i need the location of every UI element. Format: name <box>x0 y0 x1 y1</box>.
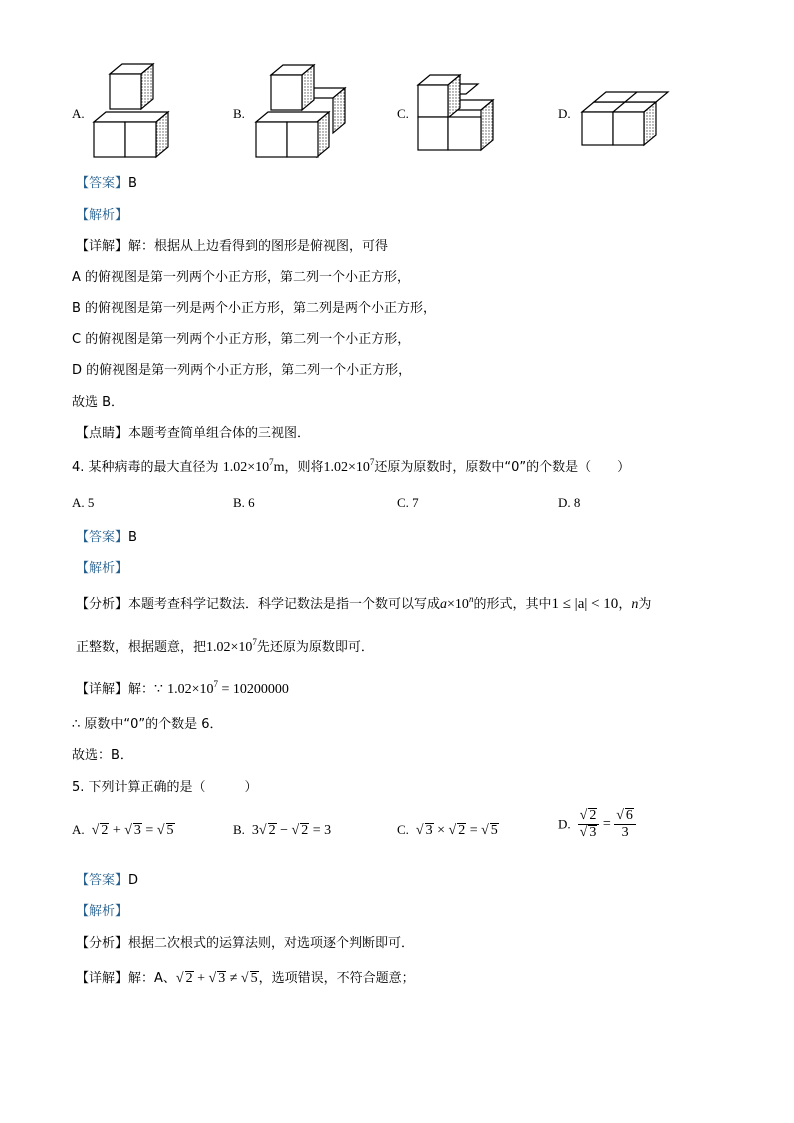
formula-a-times-ten-n: $a\times 10^n$ <box>440 594 474 612</box>
q5-option-b: B. 3√ 2 − √ 2 = 3 <box>233 822 332 838</box>
because-symbol: ∵ <box>154 682 163 697</box>
detail-tag: 【详解】 <box>76 682 129 697</box>
q3-detail-row <box>76 235 388 254</box>
q3-choose: 故选 B． <box>72 395 125 410</box>
q5-analyze-row: 【分析】根据二次根式的运算法则，对选项逐个判断即可． <box>76 936 415 951</box>
q4-choose: 故选：B． <box>72 748 133 763</box>
detail-tag: 【详解】 <box>76 239 129 254</box>
q4-stem <box>72 456 630 476</box>
analysis-tag: 【解析】 <box>76 561 129 576</box>
figure-d-cubes <box>580 82 662 152</box>
q4-stem-mid: ，则将 <box>284 460 324 475</box>
q5-detail-row: 【详解】解：A、√ 2 + √ 3 ≠ √ 5，选项错误，不符合题意； <box>76 971 415 986</box>
analysis-tag: 【解析】 <box>76 904 129 919</box>
q4-analyze-line2: 正整数，根据题意，把$1.02\times 10^7$先还原为原数即可． <box>76 637 374 655</box>
option-a-label: A. <box>72 106 85 121</box>
analyze-tag: 【分析】 <box>76 597 129 612</box>
q4-number: $1.02\times 10^7m$ <box>222 457 285 475</box>
q4-answer-row <box>76 526 137 545</box>
analysis-tag: 【解析】 <box>76 208 129 223</box>
q4-option-d: D. 8 <box>558 495 581 510</box>
option-b-label: B. <box>233 106 245 121</box>
answer-tag: 【答案】 <box>76 530 129 545</box>
q5-answer-row <box>76 869 138 888</box>
answer-value: D <box>128 873 139 888</box>
answer-tag: 【答案】 <box>76 176 129 191</box>
q3-line-b: B 的俯视图是第一列是两个小正方形，第二列是两个小正方形， <box>72 301 437 316</box>
answer-value: B <box>128 176 137 191</box>
q4-detail-row: 【详解】解：∵ $1.02\times 10^7 = 10200000$ <box>76 679 289 697</box>
answer-value: B <box>128 530 137 545</box>
q3-answer-row <box>76 172 137 191</box>
q5-stem: 5. 下列计算正确的是（ ） <box>72 780 258 795</box>
q4-option-c: C. 7 <box>397 495 419 510</box>
figure-c-cubes <box>416 70 496 155</box>
figure-a-cubes <box>90 62 172 162</box>
q4-option-a: A. 5 <box>72 495 95 510</box>
q5-option-d: D. $\frac{√ 2}{√ 3}$ = $\frac{√ 6}{3}$ <box>558 808 636 841</box>
figure-b-cubes <box>253 62 348 162</box>
detail-tag: 【详解】 <box>76 971 129 986</box>
comment-tag: 【点睛】 <box>76 426 129 441</box>
q3-line-d: D 的俯视图是第一列两个小正方形，第二列一个小正方形， <box>72 363 412 378</box>
q3-line-c: C 的俯视图是第一列两个小正方形，第二列一个小正方形， <box>72 332 411 347</box>
answer-tag: 【答案】 <box>76 873 129 888</box>
q4-therefore: ∴ 原数中“0”的个数是 6． <box>72 717 223 732</box>
option-d-label: D. <box>558 106 571 121</box>
analyze-tag: 【分析】 <box>76 936 129 951</box>
option-c-label: C. <box>397 106 409 121</box>
q4-number-2: $1.02\times 10^7$ <box>323 457 375 475</box>
q4-option-b: B. 6 <box>233 495 255 510</box>
formula-range: 1 ≤ |a| < 10 <box>551 596 619 612</box>
comment-text: 本题考查简单组合体的三视图． <box>128 426 311 441</box>
q4-stem-pre: 4. 某种病毒的最大直径为 <box>72 460 219 475</box>
q3-comment-row <box>76 422 310 441</box>
q3-line-a: A 的俯视图是第一列两个小正方形，第二列一个小正方形， <box>72 270 411 285</box>
q5-option-a: A. √ 2 + √ 3 = √ 5 <box>72 822 174 838</box>
detail-text: 解：根据从上边看得到的图形是俯视图，可得 <box>128 239 389 254</box>
q5-option-c: C. √ 3 × √ 2 = √ 5 <box>397 822 498 838</box>
q4-analyze-row: 【分析】本题考查科学记数法．科学记数法是指一个数可以写成$a\times 10^n$的形式，其中1 ≤ |a| < 10，n为 <box>76 594 652 612</box>
q4-stem-post: 还原为原数时，原数中“0”的个数是（ ） <box>374 460 631 475</box>
